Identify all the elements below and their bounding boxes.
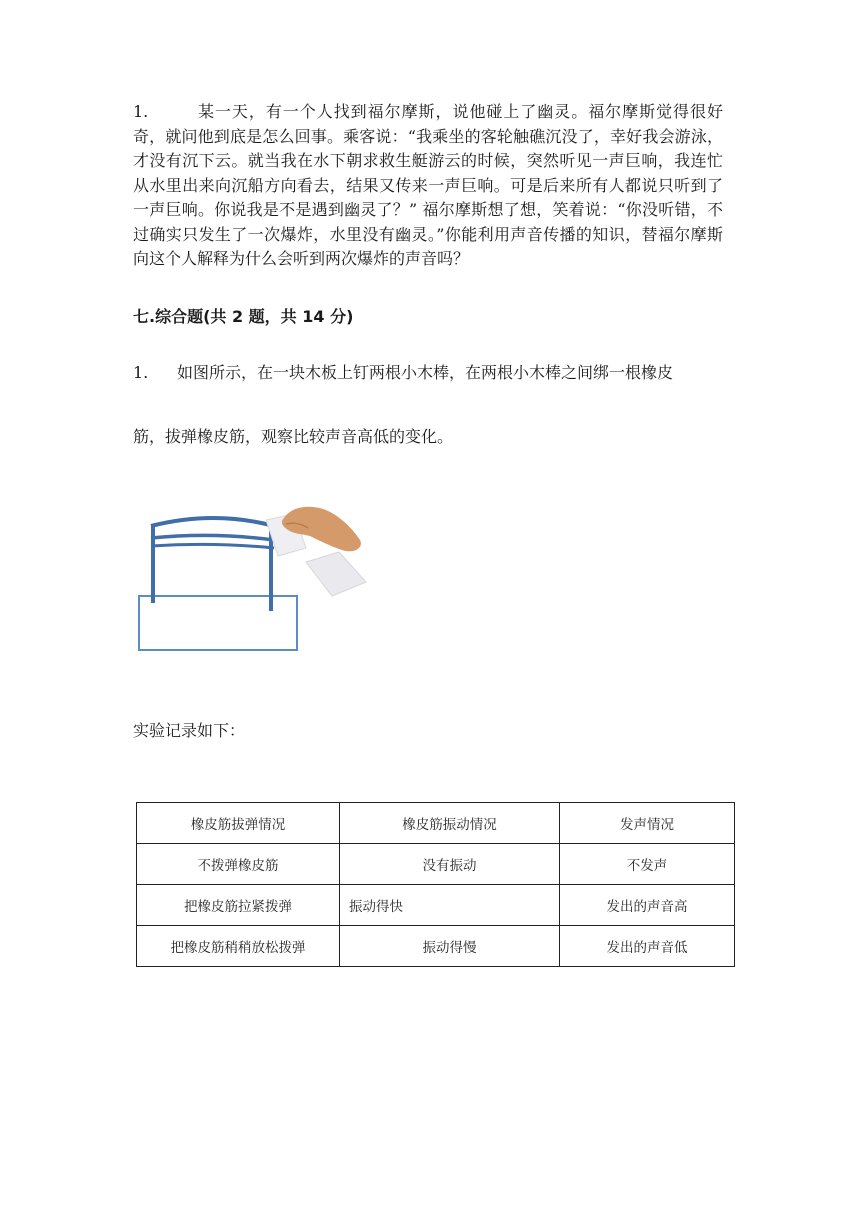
table-row	[137, 926, 735, 967]
table-cell: 振动得快	[340, 885, 560, 926]
table-header-row	[137, 803, 735, 844]
question-2-text-1: 如图所示，在一块木板上钉两根小木棒，在两根小木棒之间绑一根橡皮	[177, 363, 674, 382]
rubber-band-top	[151, 518, 274, 526]
table-cell: 振动得慢	[340, 926, 560, 967]
question-2-number: 1.	[133, 363, 149, 382]
rubber-band-bottom	[151, 544, 274, 548]
wooden-board	[139, 596, 297, 650]
table-cell: 发出的声音高	[560, 885, 735, 926]
record-label: 实验记录如下：	[133, 721, 246, 740]
table-header-cell: 发声情况	[560, 803, 735, 844]
table-cell: 没有振动	[340, 844, 560, 885]
table-cell: 把橡皮筋稍稍放松拨弹	[137, 926, 340, 967]
table-cell: 不拨弹橡皮筋	[137, 844, 340, 885]
table-header-cell: 橡皮筋拔弹情况	[137, 803, 340, 844]
question-1-text: 某一天，有一个人找到福尔摩斯，说他碰上了幽灵。福尔摩斯觉得很好奇，就问他到底是怎么回事。乘客说：“我乘坐的客轮触礁沉没了，幸好我会游泳，才没有沉下云。就当我在水下朝求救生艇游云的时候，突然听见一声巨响，我连忙从水里出来向沉船方向看去，结果又传来一声巨响。可是后来所有人都说只听到了一声巨响。你说我是不是遇到幽灵了？” 福尔摩斯想了想，笑着说：“你没听错，不过确实只发生了一次爆炸，水里没有幽灵。”你能利用声音传播的知识，替福尔摩斯向这个人解释为什么会听到两次爆炸的声音吗？	[133, 102, 723, 268]
question-1	[133, 100, 723, 272]
table-cell: 不发声	[560, 844, 735, 885]
experiment-record-table	[136, 802, 735, 967]
section-title: 七.综合题(共 2 题，共 14 分)	[133, 307, 354, 326]
table-cell: 发出的声音低	[560, 926, 735, 967]
question-2-line-2: 筋，拔弹橡皮筋，观察比较声音高低的变化。	[133, 427, 454, 446]
rubber-band-apparatus-figure	[134, 500, 374, 660]
rubber-band-middle	[151, 535, 274, 540]
question-1-number: 1.	[133, 102, 149, 121]
hand-icon	[266, 507, 366, 596]
question-2-line-1	[133, 360, 673, 383]
table-row	[137, 885, 735, 926]
table-cell: 把橡皮筋拉紧拨弹	[137, 885, 340, 926]
table-row	[137, 844, 735, 885]
table-header-cell: 橡皮筋振动情况	[340, 803, 560, 844]
